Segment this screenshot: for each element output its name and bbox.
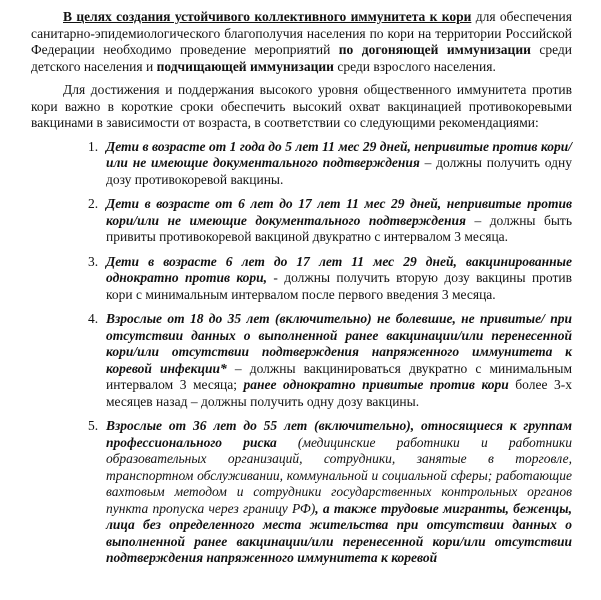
list-number: 3. <box>88 253 99 269</box>
list-item-text <box>106 139 572 189</box>
recommendations-list <box>31 139 572 567</box>
text-run: среди взрослого населения. <box>333 58 496 74</box>
list-number: 5. <box>88 418 99 433</box>
text-run-bold-italic: Дети в возрасте 6 лет до 17 лет 11 мес 29 дней, вакцинированные однократно против кори, <box>106 253 572 285</box>
paragraph-intro <box>31 9 572 75</box>
text-run: Для достижения и поддержания высокого уровня общественного иммунитета против кори важно в короткие сроки обеспечить высокий охват вакцинацией противокоревыми вакцинами в зависимости от возраста, в соответствии со следующими рекомендациями: <box>31 82 572 130</box>
paragraph-goal <box>31 82 572 132</box>
text-run-bold-italic: ранее однократно привитые против кори <box>243 377 509 392</box>
text-run-bold-italic: Дети в возрасте от 6 лет до 17 лет 11 мес 29 дней, непривитые против кори/или не имеющие документального подтверждения <box>106 196 572 228</box>
text-run: – должны быть привиты противокоревой вакциной двукратно с интервалом 3 месяца. <box>106 212 572 244</box>
text-run: – должны вакцинироваться двукратно с минимальным интервалом 3 месяца; <box>106 360 572 392</box>
text-run-italic: (медицинские работники и работники образовательных организаций, сотрудники, занятые в торговле, транспортном обслуживании, коммунальной и социальной сферы; работающие вахтовым методом и сотрудники государственных контрольных органов пункта пропуска через границу РФ) <box>106 434 572 516</box>
text-run-bold-italic: , а также трудовые мигранты, беженцы, лица без определенного места жительства при отсутствии данных о выполненной ранее вакцинации/или перенесенной кори/или отсутствии подтверждения напряженного иммунитета к коревой <box>106 500 572 565</box>
list-item-3 <box>31 254 572 304</box>
list-item-4 <box>31 311 572 410</box>
text-run-bold-italic: Дети в возрасте от 1 года до 5 лет 11 мес 29 дней, непривитые против кори/или не имеющие документального подтверждения <box>106 138 572 170</box>
text-run: более 3-х месяцев назад – должны получить одну дозу вакцины. <box>106 377 572 409</box>
text-run: для обеспечения санитарно-эпидемиологического благополучия населения по кори на территории Российской Федерации необходимо проведение мероприятий <box>31 9 572 57</box>
text-run: - должны получить вторую дозу вакцины против кори с минимальным интервалом после первого введения 3 месяца. <box>106 270 572 302</box>
list-item-1 <box>31 139 572 189</box>
list-number: 4. <box>88 311 99 326</box>
list-item-text <box>106 311 572 410</box>
text-run-bold: по догоняющей иммунизации <box>338 42 531 57</box>
text-run-bold-italic: Взрослые от 36 лет до 55 лет (включительно), относящиеся к группам профессионального риска <box>106 418 572 450</box>
list-item-text <box>106 418 572 567</box>
list-number: 2. <box>88 196 99 211</box>
text-run: среди детского населения и <box>31 42 572 74</box>
text-run-bold-underline: В целях создания устойчивого коллективного иммунитета к кори <box>63 9 472 24</box>
list-item-text <box>106 254 572 304</box>
text-run: – должны получить одну дозу противокоревой вакцины. <box>106 155 573 187</box>
list-item-text <box>106 196 572 246</box>
list-number: 1. <box>88 138 99 154</box>
list-item-2 <box>31 196 572 246</box>
list-item-5 <box>31 418 572 567</box>
text-run-bold: подчищающей иммунизации <box>156 58 334 74</box>
text-run-bold-italic: Взрослые от 18 до 35 лет (включительно) не болевшие, не привитые/ при отсутствии данных о выполненной ранее вакцинации/или перенесенной кори/или отсутствии подтверждения напряженного иммунитета к коревой инфекции* <box>106 311 572 376</box>
